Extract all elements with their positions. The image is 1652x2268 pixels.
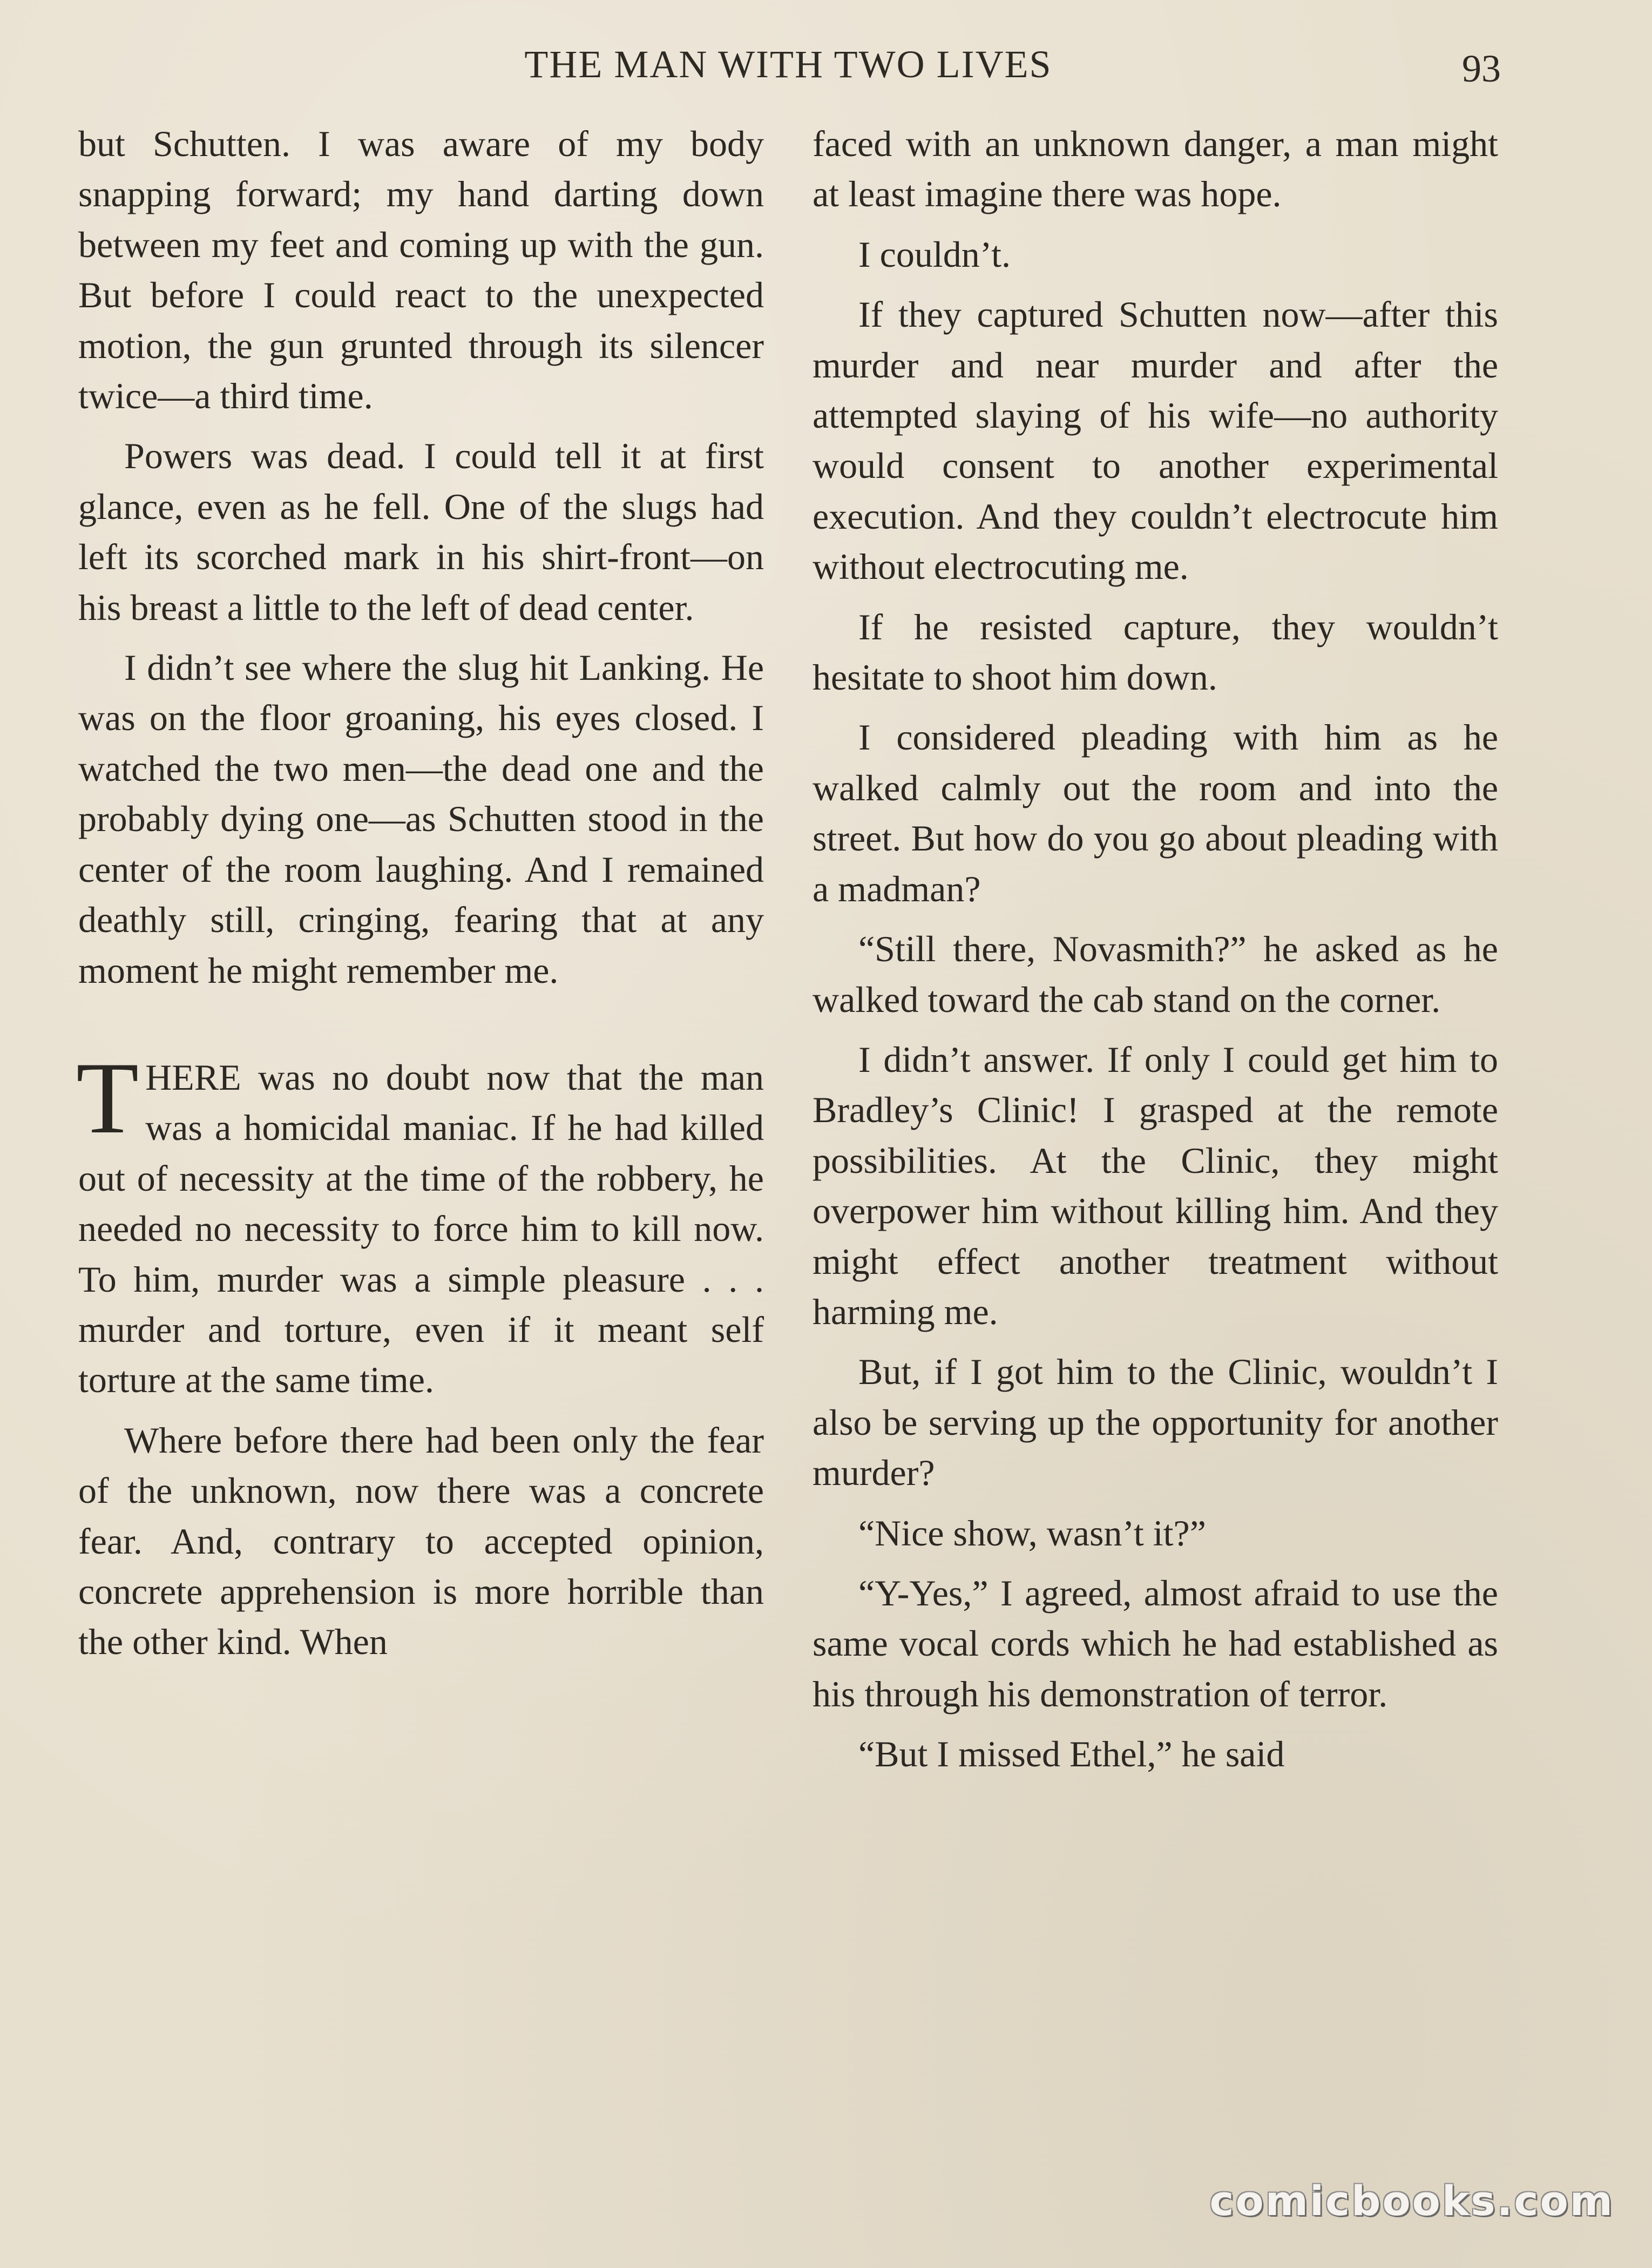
paragraph: I didn’t answer. If only I could get him to Bradley’s Clinic! I grasped at the remote possibilities. At the Clinic, they might overpower him without killing him. And they might effect another treatment without harming me. [813,1038,1498,1332]
paragraph: Where before there had been only the fear of the unknown, now there was a concrete fear. And, contrary to accepted opinion, concrete apprehension is more horrible than the other kind. When [78,1419,764,1663]
paragraph: faced with an unknown danger, a man might at least imagine there was hope. [813,123,1498,215]
paragraph: “But I missed Ethel,” he said [858,1733,1285,1775]
section-opening-paragraph [76,1041,764,1406]
left-column [78,119,764,1677]
paragraph: I didn’t see where the slug hit Lanking. He was on the floor groaning, his eyes closed. I watched the two men—the dead one and the probably dying one—as Schutten stood in the center of the room laughing. And I remained deathly still, cringing, fearing that at any moment he might remember me. [78,647,764,991]
running-title: THE MAN WITH TWO LIVES [524,43,1052,86]
running-head [0,42,1652,91]
paragraph: “Y-Yes,” I agreed, almost afraid to use the same vocal cords which he had established as his through his demonstration of terror. [813,1572,1498,1714]
site-watermark: comicbooks.com [1209,2177,1614,2225]
paragraph: “Still there, Novasmith?” he asked as he walked toward the cab stand on the corner. [813,928,1498,1020]
paragraph: If he resisted capture, they wouldn’t hesitate to shoot him down. [813,606,1498,698]
drop-cap: T [76,1041,139,1155]
right-column [813,119,1498,1790]
section-opening-text: HERE was no doubt now that the man was a homicidal maniac. If he had killed out of necessity at the time of the robbery, he needed no necessity to force him to kill now. To him, murder was a simple pleasure . . . murder and torture, even if it meant self torture at the same time. [78,1056,764,1401]
paragraph: I couldn’t. [858,233,1011,275]
paragraph: Powers was dead. I could tell it at first glance, even as he fell. One of the slugs had left its scorched mark in his shirt-front—on his breast a little to the left of dead center. [78,435,764,628]
paragraph: “Nice show, wasn’t it?” [858,1512,1206,1554]
page-number: 93 [1462,47,1501,90]
paragraph: I considered pleading with him as he walked calmly out the room and into the street. But how do you go about pleading with a madman? [813,717,1498,909]
paragraph: But, if I got him to the Clinic, wouldn’t I also be serving up the opportunity for another murder? [813,1351,1498,1494]
paragraph: but Schutten. I was aware of my body snapping forward; my hand darting down between my feet and coming up with the gun. But before I could react to the unexpected motion, the gun grunted through its silencer twice—a third time. [78,123,764,417]
paragraph: If they captured Schutten now—after this murder and near murder and after the attempted slaying of his wife—no authority would consent to another experimental execution. And they couldn’t electrocute him without electrocuting me. [813,294,1498,588]
